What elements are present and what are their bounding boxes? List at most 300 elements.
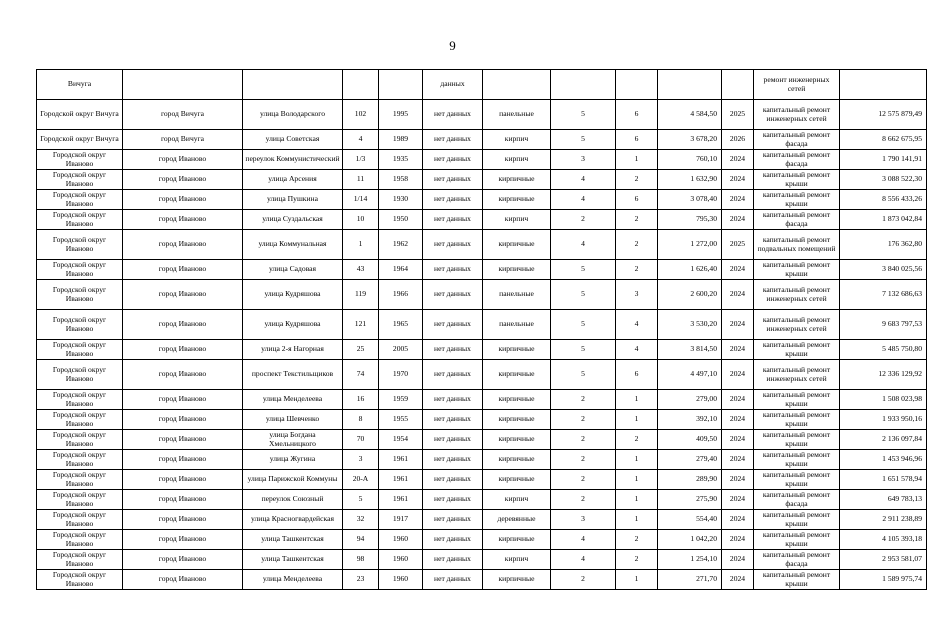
cell-entrances: 2 [616, 550, 658, 570]
cell-house-number: 3 [343, 450, 379, 470]
cell-year-built [379, 70, 423, 100]
cell-house-number: 32 [343, 510, 379, 530]
cell-house-number: 1 [343, 230, 379, 260]
cell-floors: 5 [551, 130, 616, 150]
cell-work-type: капитальный ремонт крыши [754, 390, 840, 410]
cell-wall-material: кирпич [483, 210, 551, 230]
cell-entrances: 3 [616, 280, 658, 310]
cell-work-type: ремонт инженерных сетей [754, 70, 840, 100]
cell-settlement: город Иваново [123, 390, 243, 410]
table-row [37, 550, 927, 570]
cell-house-number: 94 [343, 530, 379, 550]
cell-repair-year: 2024 [722, 430, 754, 450]
cell-street: улица Богдана Хмельницкого [243, 430, 343, 450]
table-row [37, 150, 927, 170]
cell-year-built: 1989 [379, 130, 423, 150]
cell-settlement: город Вичуга [123, 130, 243, 150]
cell-wall-material: деревянные [483, 510, 551, 530]
table-row [37, 390, 927, 410]
cell-wall-material: панельные [483, 280, 551, 310]
cell-cost: 1 508 023,98 [840, 390, 927, 410]
cell-area: 3 814,50 [658, 340, 722, 360]
cell-street: переулок Коммунистический [243, 150, 343, 170]
cell-work-type: капитальный ремонт крыши [754, 530, 840, 550]
cell-work-type: капитальный ремонт крыши [754, 510, 840, 530]
cell-house-number: 98 [343, 550, 379, 570]
cell-wall-material: кирпичные [483, 260, 551, 280]
cell-work-type: капитальный ремонт крыши [754, 450, 840, 470]
cell-floors: 2 [551, 490, 616, 510]
cell-entrances: 4 [616, 340, 658, 360]
table-row [37, 410, 927, 430]
cell-floors: 4 [551, 190, 616, 210]
cell-house-number: 23 [343, 570, 379, 590]
cell-settlement: город Иваново [123, 510, 243, 530]
cell-repair-year: 2024 [722, 150, 754, 170]
cell-floors: 5 [551, 340, 616, 360]
cell-cost: 1 651 578,94 [840, 470, 927, 490]
cell-cost: 1 933 950,16 [840, 410, 927, 430]
cell-entrances: 1 [616, 570, 658, 590]
cell-settlement: город Иваново [123, 470, 243, 490]
cell-entrances: 1 [616, 510, 658, 530]
cell-year-built: 1958 [379, 170, 423, 190]
cell-wall-material: кирпичные [483, 230, 551, 260]
cell-floors: 2 [551, 450, 616, 470]
cell-street: улица Парижской Коммуны [243, 470, 343, 490]
cell-area: 554,40 [658, 510, 722, 530]
cell-cost: 8 556 433,26 [840, 190, 927, 210]
cell-municipality: Городской округ Иваново [37, 230, 123, 260]
cell-wall-material: кирпичные [483, 430, 551, 450]
cell-cost: 8 662 675,95 [840, 130, 927, 150]
cell-municipality: Городской округ Иваново [37, 570, 123, 590]
cell-settlement: город Иваново [123, 490, 243, 510]
cell-settlement: город Иваново [123, 260, 243, 280]
page-number: 9 [449, 38, 456, 53]
cell-settlement: город Иваново [123, 550, 243, 570]
cell-year-commissioned: нет данных [423, 150, 483, 170]
cell-municipality: Городской округ Иваново [37, 150, 123, 170]
cell-street: улица Володарского [243, 100, 343, 130]
table-row [37, 340, 927, 360]
cell-settlement: город Иваново [123, 230, 243, 260]
table-row [37, 430, 927, 450]
cell-year-built: 1964 [379, 260, 423, 280]
cell-street: улица Кудряшова [243, 280, 343, 310]
cell-floors: 5 [551, 280, 616, 310]
cell-year-commissioned: нет данных [423, 470, 483, 490]
cell-cost: 1 873 042,84 [840, 210, 927, 230]
cell-municipality: Городской округ Иваново [37, 550, 123, 570]
cell-area: 279,00 [658, 390, 722, 410]
table-row [37, 510, 927, 530]
cell-floors: 5 [551, 310, 616, 340]
cell-cost [840, 70, 927, 100]
cell-area: 3 078,40 [658, 190, 722, 210]
cell-work-type: капитальный ремонт инженерных сетей [754, 360, 840, 390]
cell-wall-material: кирпичные [483, 360, 551, 390]
cell-wall-material: кирпичные [483, 390, 551, 410]
cell-street: улица Пушкина [243, 190, 343, 210]
table-row [37, 530, 927, 550]
cell-repair-year: 2024 [722, 360, 754, 390]
cell-repair-year [722, 70, 754, 100]
cell-floors: 3 [551, 510, 616, 530]
cell-settlement: город Иваново [123, 190, 243, 210]
cell-entrances: 1 [616, 490, 658, 510]
cell-year-commissioned: нет данных [423, 430, 483, 450]
cell-cost: 3 840 025,56 [840, 260, 927, 280]
cell-house-number: 102 [343, 100, 379, 130]
cell-house-number: 10 [343, 210, 379, 230]
cell-municipality: Городской округ Иваново [37, 280, 123, 310]
cell-wall-material: кирпичные [483, 470, 551, 490]
cell-street: улица Кудряшова [243, 310, 343, 340]
cell-house-number: 43 [343, 260, 379, 280]
cell-house-number: 8 [343, 410, 379, 430]
cell-wall-material: кирпичные [483, 570, 551, 590]
cell-entrances: 2 [616, 230, 658, 260]
cell-cost: 12 575 879,49 [840, 100, 927, 130]
cell-area: 1 254,10 [658, 550, 722, 570]
cell-wall-material: кирпичные [483, 450, 551, 470]
cell-street: улица Ташкентская [243, 550, 343, 570]
cell-house-number: 121 [343, 310, 379, 340]
cell-year-built: 1965 [379, 310, 423, 340]
table-row [37, 470, 927, 490]
cell-year-built: 1961 [379, 450, 423, 470]
cell-year-built: 1962 [379, 230, 423, 260]
cell-street: улица Советская [243, 130, 343, 150]
cell-municipality: Городской округ Иваново [37, 340, 123, 360]
cell-street: улица Арсения [243, 170, 343, 190]
cell-street: улица Менделеева [243, 570, 343, 590]
cell-year-built: 1954 [379, 430, 423, 450]
table-row [37, 100, 927, 130]
cell-municipality: Городской округ Иваново [37, 510, 123, 530]
cell-work-type: капитальный ремонт крыши [754, 410, 840, 430]
cell-municipality: Городской округ Иваново [37, 360, 123, 390]
cell-municipality: Городской округ Иваново [37, 470, 123, 490]
cell-cost: 12 336 129,92 [840, 360, 927, 390]
cell-area: 409,50 [658, 430, 722, 450]
cell-wall-material: кирпичные [483, 190, 551, 210]
cell-year-commissioned: нет данных [423, 190, 483, 210]
cell-municipality: Городской округ Иваново [37, 260, 123, 280]
table-row [37, 260, 927, 280]
cell-street: улица Шевченко [243, 410, 343, 430]
cell-municipality: Городской округ Вичуга [37, 130, 123, 150]
cell-municipality: Городской округ Иваново [37, 310, 123, 340]
cell-work-type: капитальный ремонт фасада [754, 550, 840, 570]
table-row [37, 280, 927, 310]
cell-year-commissioned: нет данных [423, 570, 483, 590]
cell-street: улица Красногвардейская [243, 510, 343, 530]
cell-settlement: город Иваново [123, 430, 243, 450]
cell-work-type: капитальный ремонт фасада [754, 210, 840, 230]
cell-work-type: капитальный ремонт крыши [754, 260, 840, 280]
cell-year-commissioned: нет данных [423, 360, 483, 390]
cell-work-type: капитальный ремонт фасада [754, 130, 840, 150]
cell-year-built: 1960 [379, 570, 423, 590]
cell-repair-year: 2024 [722, 260, 754, 280]
cell-area: 4 584,50 [658, 100, 722, 130]
cell-year-commissioned: нет данных [423, 170, 483, 190]
cell-repair-year: 2024 [722, 570, 754, 590]
cell-street: улица Садовая [243, 260, 343, 280]
cell-entrances: 1 [616, 470, 658, 490]
cell-street [243, 70, 343, 100]
cell-year-commissioned: нет данных [423, 510, 483, 530]
cell-cost: 1 589 975,74 [840, 570, 927, 590]
cell-work-type: капитальный ремонт крыши [754, 340, 840, 360]
cell-cost: 2 136 097,84 [840, 430, 927, 450]
cell-area: 4 497,10 [658, 360, 722, 390]
cell-house-number: 1/3 [343, 150, 379, 170]
cell-year-commissioned: данных [423, 70, 483, 100]
cell-settlement: город Иваново [123, 450, 243, 470]
cell-entrances: 2 [616, 210, 658, 230]
cell-settlement: город Вичуга [123, 100, 243, 130]
cell-entrances: 2 [616, 530, 658, 550]
cell-year-built: 1955 [379, 410, 423, 430]
cell-entrances: 4 [616, 310, 658, 340]
cell-year-built: 2005 [379, 340, 423, 360]
cell-entrances: 6 [616, 190, 658, 210]
cell-settlement: город Иваново [123, 410, 243, 430]
cell-year-built: 1970 [379, 360, 423, 390]
table-row [37, 170, 927, 190]
cell-cost: 649 783,13 [840, 490, 927, 510]
cell-year-commissioned: нет данных [423, 130, 483, 150]
cell-cost: 2 953 581,07 [840, 550, 927, 570]
table-row [37, 310, 927, 340]
cell-area: 271,70 [658, 570, 722, 590]
cell-wall-material: кирпич [483, 490, 551, 510]
table-row [37, 360, 927, 390]
table-row [37, 570, 927, 590]
cell-work-type: капитальный ремонт инженерных сетей [754, 310, 840, 340]
cell-area: 1 632,90 [658, 170, 722, 190]
cell-year-commissioned: нет данных [423, 390, 483, 410]
cell-house-number: 74 [343, 360, 379, 390]
cell-entrances: 6 [616, 130, 658, 150]
cell-area: 2 600,20 [658, 280, 722, 310]
cell-house-number: 119 [343, 280, 379, 310]
cell-repair-year: 2024 [722, 170, 754, 190]
cell-repair-year: 2024 [722, 310, 754, 340]
cell-year-commissioned: нет данных [423, 210, 483, 230]
cell-cost: 176 362,80 [840, 230, 927, 260]
cell-area [658, 70, 722, 100]
cell-year-built: 1995 [379, 100, 423, 130]
cell-house-number: 70 [343, 430, 379, 450]
table-row [37, 130, 927, 150]
cell-year-built: 1930 [379, 190, 423, 210]
cell-area: 1 626,40 [658, 260, 722, 280]
cell-repair-year: 2024 [722, 340, 754, 360]
cell-repair-year: 2024 [722, 390, 754, 410]
table-row [37, 210, 927, 230]
cell-house-number: 20-А [343, 470, 379, 490]
cell-floors: 2 [551, 570, 616, 590]
cell-area: 3 530,20 [658, 310, 722, 340]
cell-floors: 2 [551, 210, 616, 230]
cell-year-commissioned: нет данных [423, 490, 483, 510]
cell-work-type: капитальный ремонт инженерных сетей [754, 280, 840, 310]
cell-area: 279,40 [658, 450, 722, 470]
cell-work-type: капитальный ремонт крыши [754, 570, 840, 590]
cell-settlement: город Иваново [123, 210, 243, 230]
cell-settlement: город Иваново [123, 170, 243, 190]
cell-floors: 5 [551, 260, 616, 280]
cell-cost: 5 485 750,80 [840, 340, 927, 360]
table-row [37, 490, 927, 510]
cell-work-type: капитальный ремонт инженерных сетей [754, 100, 840, 130]
cell-year-commissioned: нет данных [423, 100, 483, 130]
cell-area: 289,90 [658, 470, 722, 490]
cell-year-built: 1960 [379, 550, 423, 570]
cell-cost: 2 911 238,89 [840, 510, 927, 530]
cell-municipality: Городской округ Иваново [37, 410, 123, 430]
cell-repair-year: 2025 [722, 100, 754, 130]
cell-entrances: 6 [616, 360, 658, 390]
cell-work-type: капитальный ремонт фасада [754, 150, 840, 170]
cell-floors: 5 [551, 100, 616, 130]
cell-area: 1 042,20 [658, 530, 722, 550]
cell-municipality: Городской округ Иваново [37, 190, 123, 210]
cell-entrances: 2 [616, 430, 658, 450]
cell-cost: 4 105 393,18 [840, 530, 927, 550]
cell-work-type: капитальный ремонт крыши [754, 470, 840, 490]
cell-cost: 1 453 946,96 [840, 450, 927, 470]
cell-municipality: Городской округ Иваново [37, 210, 123, 230]
cell-house-number: 5 [343, 490, 379, 510]
cell-floors [551, 70, 616, 100]
cell-municipality: Городской округ Иваново [37, 490, 123, 510]
cell-year-built: 1961 [379, 490, 423, 510]
cell-street: улица 2-я Нагорная [243, 340, 343, 360]
cell-repair-year: 2024 [722, 280, 754, 310]
cell-floors: 4 [551, 530, 616, 550]
cell-year-commissioned: нет данных [423, 280, 483, 310]
cell-year-built: 1959 [379, 390, 423, 410]
cell-street: проспект Текстильщиков [243, 360, 343, 390]
cell-work-type: капитальный ремонт фасада [754, 490, 840, 510]
cell-repair-year: 2024 [722, 490, 754, 510]
cell-repair-year: 2024 [722, 530, 754, 550]
cell-wall-material: кирпич [483, 130, 551, 150]
cell-house-number: 1/14 [343, 190, 379, 210]
cell-area: 760,10 [658, 150, 722, 170]
cell-floors: 5 [551, 360, 616, 390]
cell-repair-year: 2024 [722, 550, 754, 570]
housing-repair-table [36, 69, 927, 590]
cell-municipality: Городской округ Иваново [37, 390, 123, 410]
cell-work-type: капитальный ремонт подвальных помещений [754, 230, 840, 260]
cell-cost: 3 088 522,30 [840, 170, 927, 190]
cell-street: улица Ташкентская [243, 530, 343, 550]
table-row [37, 190, 927, 210]
cell-floors: 2 [551, 390, 616, 410]
cell-municipality: Городской округ Иваново [37, 530, 123, 550]
cell-entrances: 1 [616, 450, 658, 470]
cell-repair-year: 2026 [722, 130, 754, 150]
cell-year-commissioned: нет данных [423, 260, 483, 280]
cell-year-built: 1960 [379, 530, 423, 550]
cell-street: улица Менделеева [243, 390, 343, 410]
cell-year-commissioned: нет данных [423, 340, 483, 360]
cell-repair-year: 2024 [722, 210, 754, 230]
cell-year-commissioned: нет данных [423, 310, 483, 340]
cell-floors: 4 [551, 170, 616, 190]
cell-cost: 9 683 797,53 [840, 310, 927, 340]
cell-settlement: город Иваново [123, 310, 243, 340]
cell-entrances [616, 70, 658, 100]
cell-wall-material: панельные [483, 100, 551, 130]
cell-municipality: Городской округ Иваново [37, 430, 123, 450]
cell-year-commissioned: нет данных [423, 410, 483, 430]
cell-year-built: 1950 [379, 210, 423, 230]
cell-cost: 1 790 141,91 [840, 150, 927, 170]
table-row [37, 70, 927, 100]
cell-year-built: 1961 [379, 470, 423, 490]
cell-wall-material: панельные [483, 310, 551, 340]
cell-municipality: Вичуга [37, 70, 123, 100]
cell-settlement: город Иваново [123, 340, 243, 360]
cell-repair-year: 2024 [722, 510, 754, 530]
cell-house-number: 4 [343, 130, 379, 150]
cell-entrances: 2 [616, 260, 658, 280]
cell-entrances: 6 [616, 100, 658, 130]
cell-wall-material: кирпич [483, 550, 551, 570]
cell-repair-year: 2025 [722, 230, 754, 260]
cell-wall-material: кирпичные [483, 530, 551, 550]
cell-floors: 3 [551, 150, 616, 170]
cell-street: улица Коммунальная [243, 230, 343, 260]
cell-year-built: 1917 [379, 510, 423, 530]
cell-repair-year: 2024 [722, 190, 754, 210]
table-row [37, 450, 927, 470]
cell-floors: 2 [551, 470, 616, 490]
cell-entrances: 1 [616, 410, 658, 430]
cell-entrances: 1 [616, 150, 658, 170]
cell-year-commissioned: нет данных [423, 530, 483, 550]
cell-settlement: город Иваново [123, 530, 243, 550]
cell-municipality: Городской округ Вичуга [37, 100, 123, 130]
cell-house-number: 16 [343, 390, 379, 410]
cell-year-built: 1935 [379, 150, 423, 170]
cell-floors: 2 [551, 430, 616, 450]
cell-repair-year: 2024 [722, 410, 754, 430]
cell-year-built: 1966 [379, 280, 423, 310]
cell-repair-year: 2024 [722, 450, 754, 470]
cell-settlement: город Иваново [123, 570, 243, 590]
cell-wall-material: кирпичные [483, 170, 551, 190]
cell-cost: 7 132 686,63 [840, 280, 927, 310]
cell-work-type: капитальный ремонт крыши [754, 430, 840, 450]
cell-entrances: 2 [616, 170, 658, 190]
cell-work-type: капитальный ремонт крыши [754, 190, 840, 210]
cell-work-type: капитальный ремонт крыши [754, 170, 840, 190]
cell-settlement: город Иваново [123, 150, 243, 170]
cell-settlement: город Иваново [123, 280, 243, 310]
cell-area: 1 272,00 [658, 230, 722, 260]
cell-area: 795,30 [658, 210, 722, 230]
cell-area: 3 678,20 [658, 130, 722, 150]
cell-floors: 4 [551, 230, 616, 260]
